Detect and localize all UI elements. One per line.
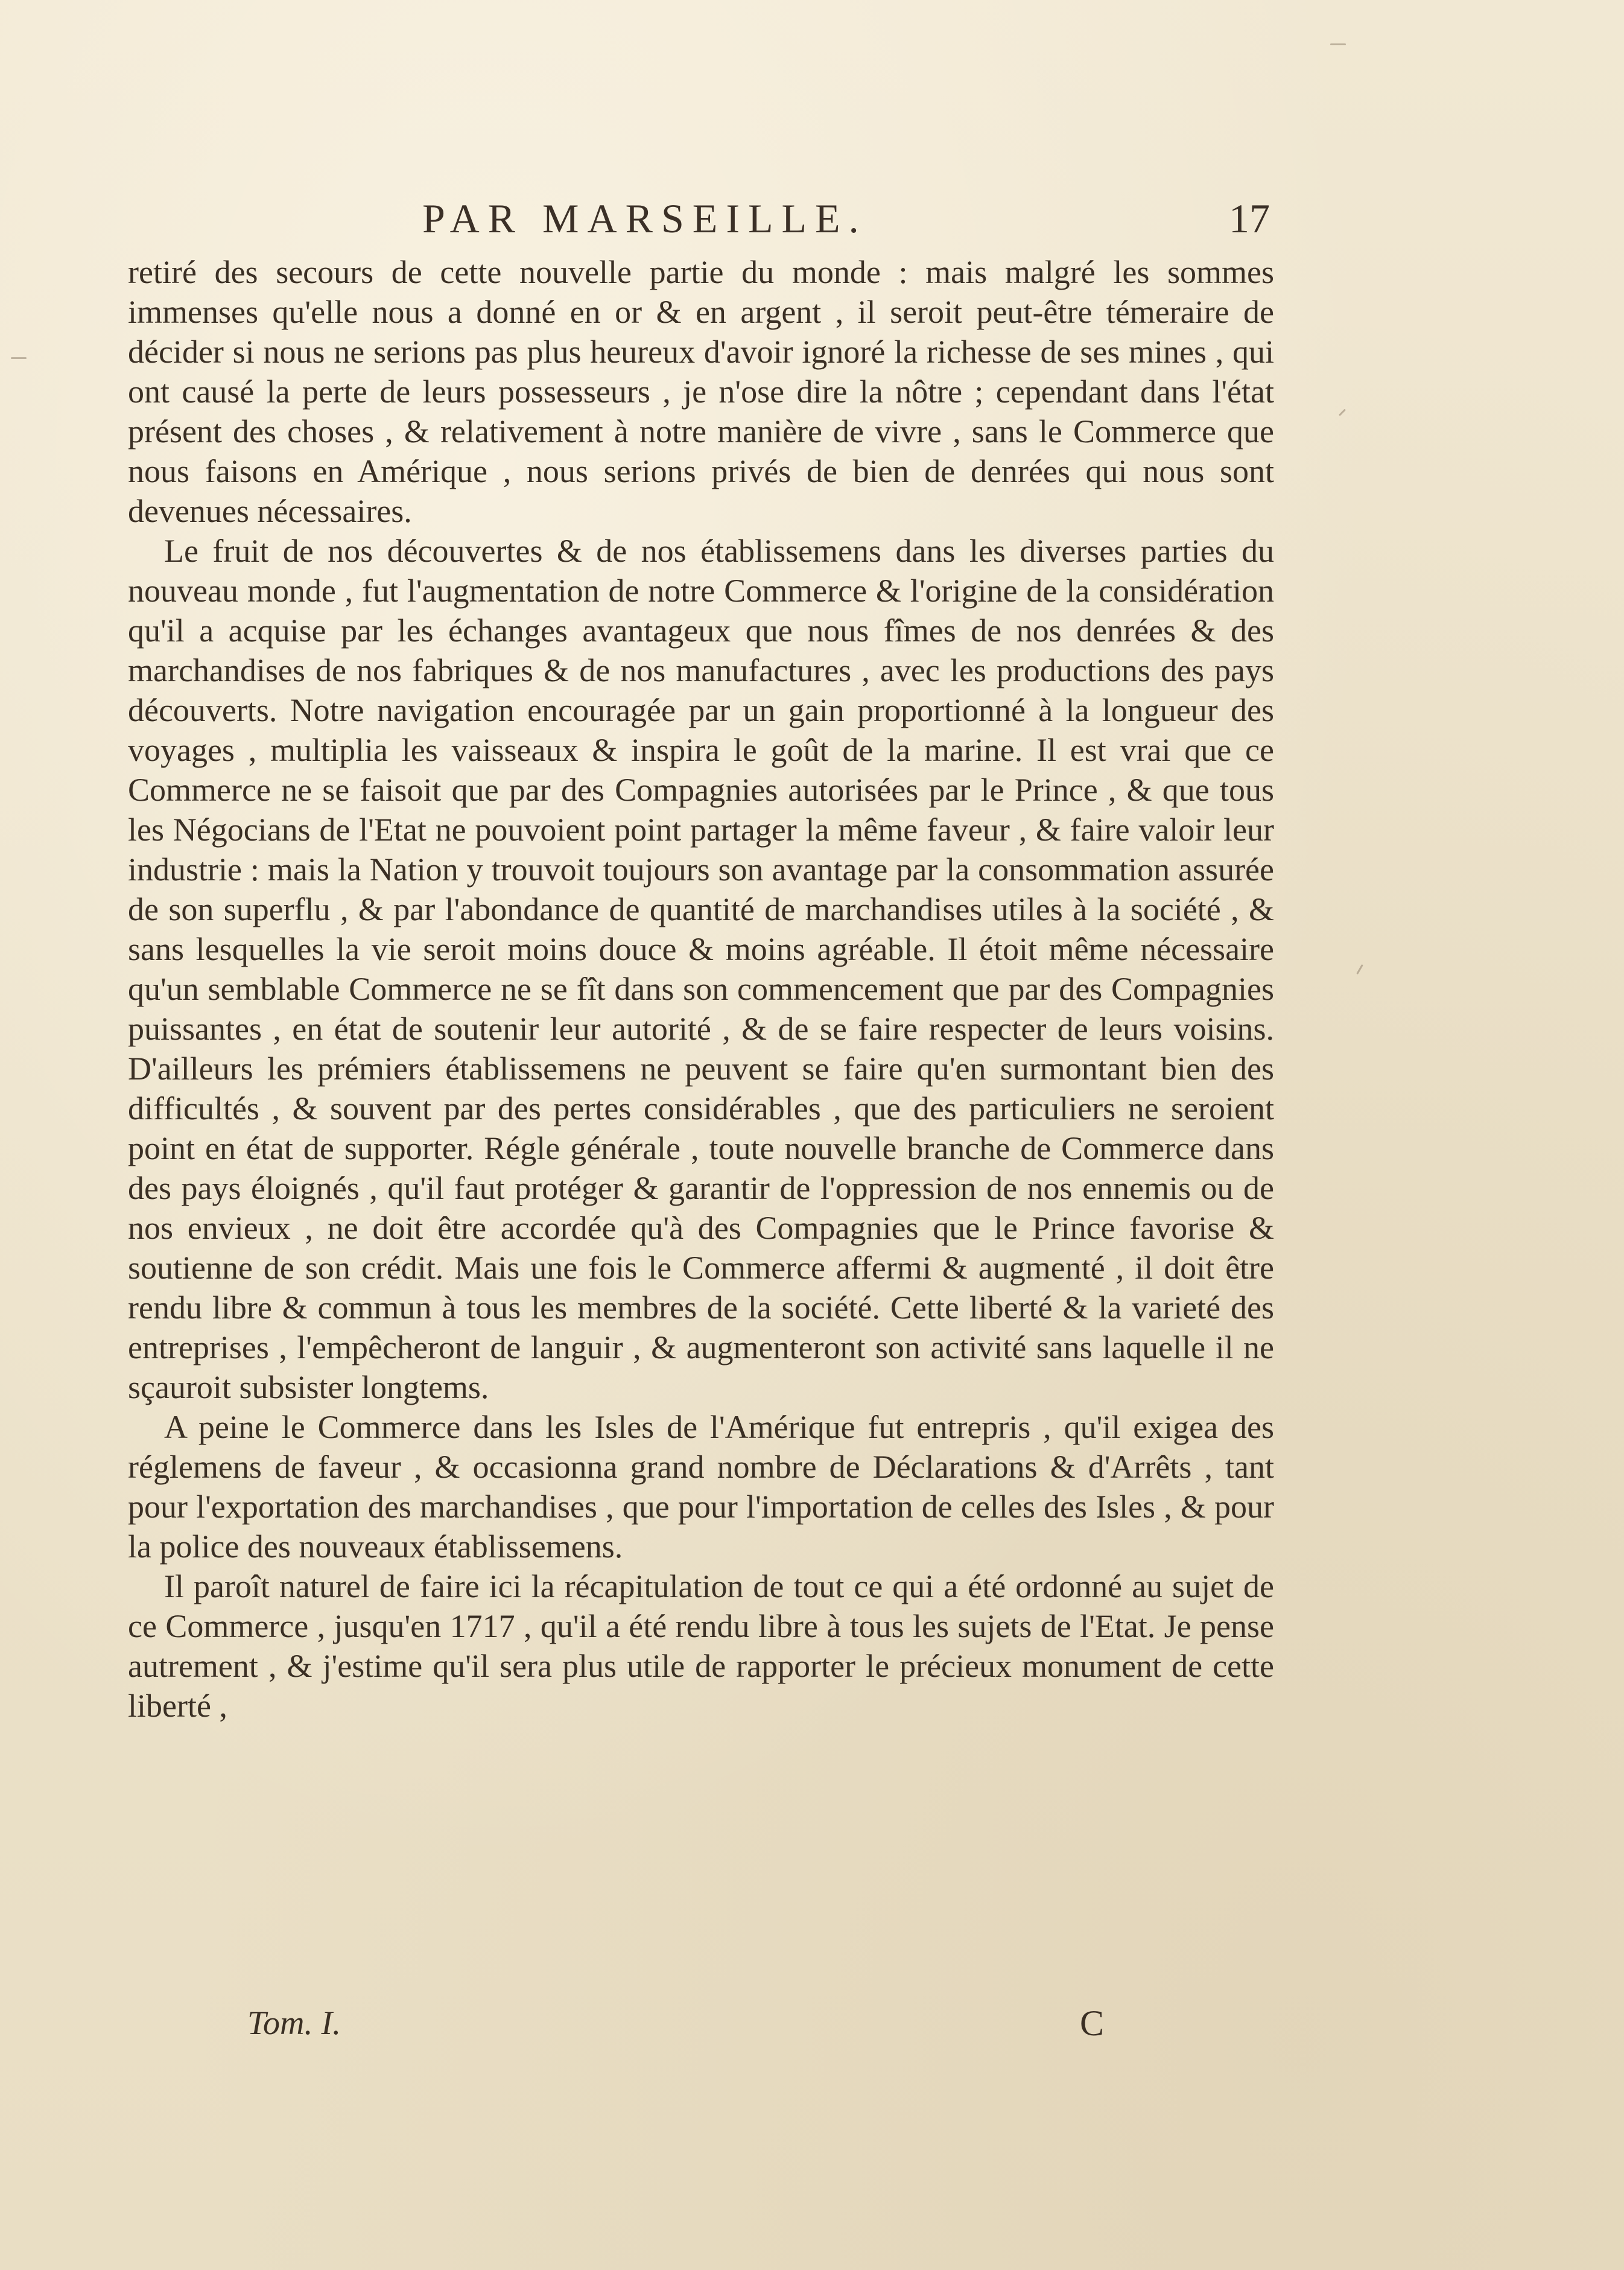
paragraph-1: retiré des secours de cette nouvelle partie du monde : mais malgré les sommes immenses qu'elle nous a donné en or & en argent , il seroit peut-être témeraire de décider si nous ne serions pas plus heureux d'avoir ignoré la richesse de ses mines , qui ont causé la perte de leurs possesseurs , je n'ose dire la nôtre ; cependant dans l'état présent des choses , & relativement à notre manière de vivre , sans le Commerce que nous faisons en Amérique , nous serions privés de bien de denrées qui nous sont devenues nécessaires. (128, 254, 1274, 529)
paragraph-4: Il paroît naturel de faire ici la récapitulation de tout ce qui a été ordonné au sujet de ce Commerce , jusqu'en 1717 , qu'il a été rendu libre à tous les sujets de l'Etat. Je pense autrement , & j'estime qu'il sera plus utile de rapporter le précieux monument de cette liberté , (128, 1568, 1274, 1724)
paper-speck (11, 357, 27, 359)
page-body (128, 252, 1274, 1726)
volume-label: Tom. I. (247, 2005, 341, 2042)
paper-speck (1330, 43, 1346, 45)
signature-mark: C (1080, 2003, 1105, 2043)
paragraph-2: Le fruit de nos découvertes & de nos établissemens dans les diverses parties du nouveau monde , fut l'augmentation de notre Commerce & l'origine de la considération qu'il a acquise par les échanges avantageux que nous fîmes de nos denrées & des marchandises de nos fabriques & de nos manufactures , avec les productions des pays découverts. Notre navigation encouragée par un gain proportionné à la longueur des voyages , multiplia les vaisseaux & inspira le goût de la marine. Il est vrai que ce Commerce ne se faisoit que par des Compagnies autorisées par le Prince , & que tous les Négocians de l'Etat ne pouvoient point partager la même faveur , & faire valoir leur industrie : mais la Nation y trouvoit toujours son avantage par la consommation assurée de son superflu , & par l'abondance de quantité de marchandises utiles à la société , & sans lesquelles la vie seroit moins douce & moins agréable. Il étoit même nécessaire qu'un semblable Commerce ne se fît dans son commencement que par des Compagnies puissantes , en état de soutenir leur autorité , & de se faire respecter de leurs voisins. D'ailleurs les prémiers établissemens ne peuvent se faire qu'en surmontant bien des difficultés , & souvent par des pertes considérables , que des particuliers ne seroient point en état de supporter. Régle générale , toute nouvelle branche de Commerce dans des pays éloignés , qu'il faut protéger & garantir de l'oppression de nos ennemis ou de nos envieux , ne doit être accordée qu'à des Compagnies que le Prince favorise & soutienne de son crédit. Mais une fois le Commerce affermi & augmenté , il doit être rendu libre & commun à tous les membres de la société. Cette liberté & la varieté des entreprises , l'empêcheront de languir , & augmenteront son activité sans laquelle il ne sçauroit subsister longtems. (128, 533, 1274, 1405)
paragraph-3: A peine le Commerce dans les Isles de l'Amérique fut entrepris , qu'il exigea des réglemens de faveur , & occasionna grand nombre de Déclarations & d'Arrêts , tant pour l'exportation des marchandises , que pour l'importation de celles des Isles , & pour la police des nouveaux établissemens. (128, 1409, 1274, 1565)
paper-speck (1356, 964, 1363, 974)
page-number: 17 (1229, 196, 1270, 241)
paper-speck (1339, 409, 1346, 416)
page-footer (247, 2002, 1152, 2044)
running-title: PAR MARSEILLE. (422, 196, 868, 241)
